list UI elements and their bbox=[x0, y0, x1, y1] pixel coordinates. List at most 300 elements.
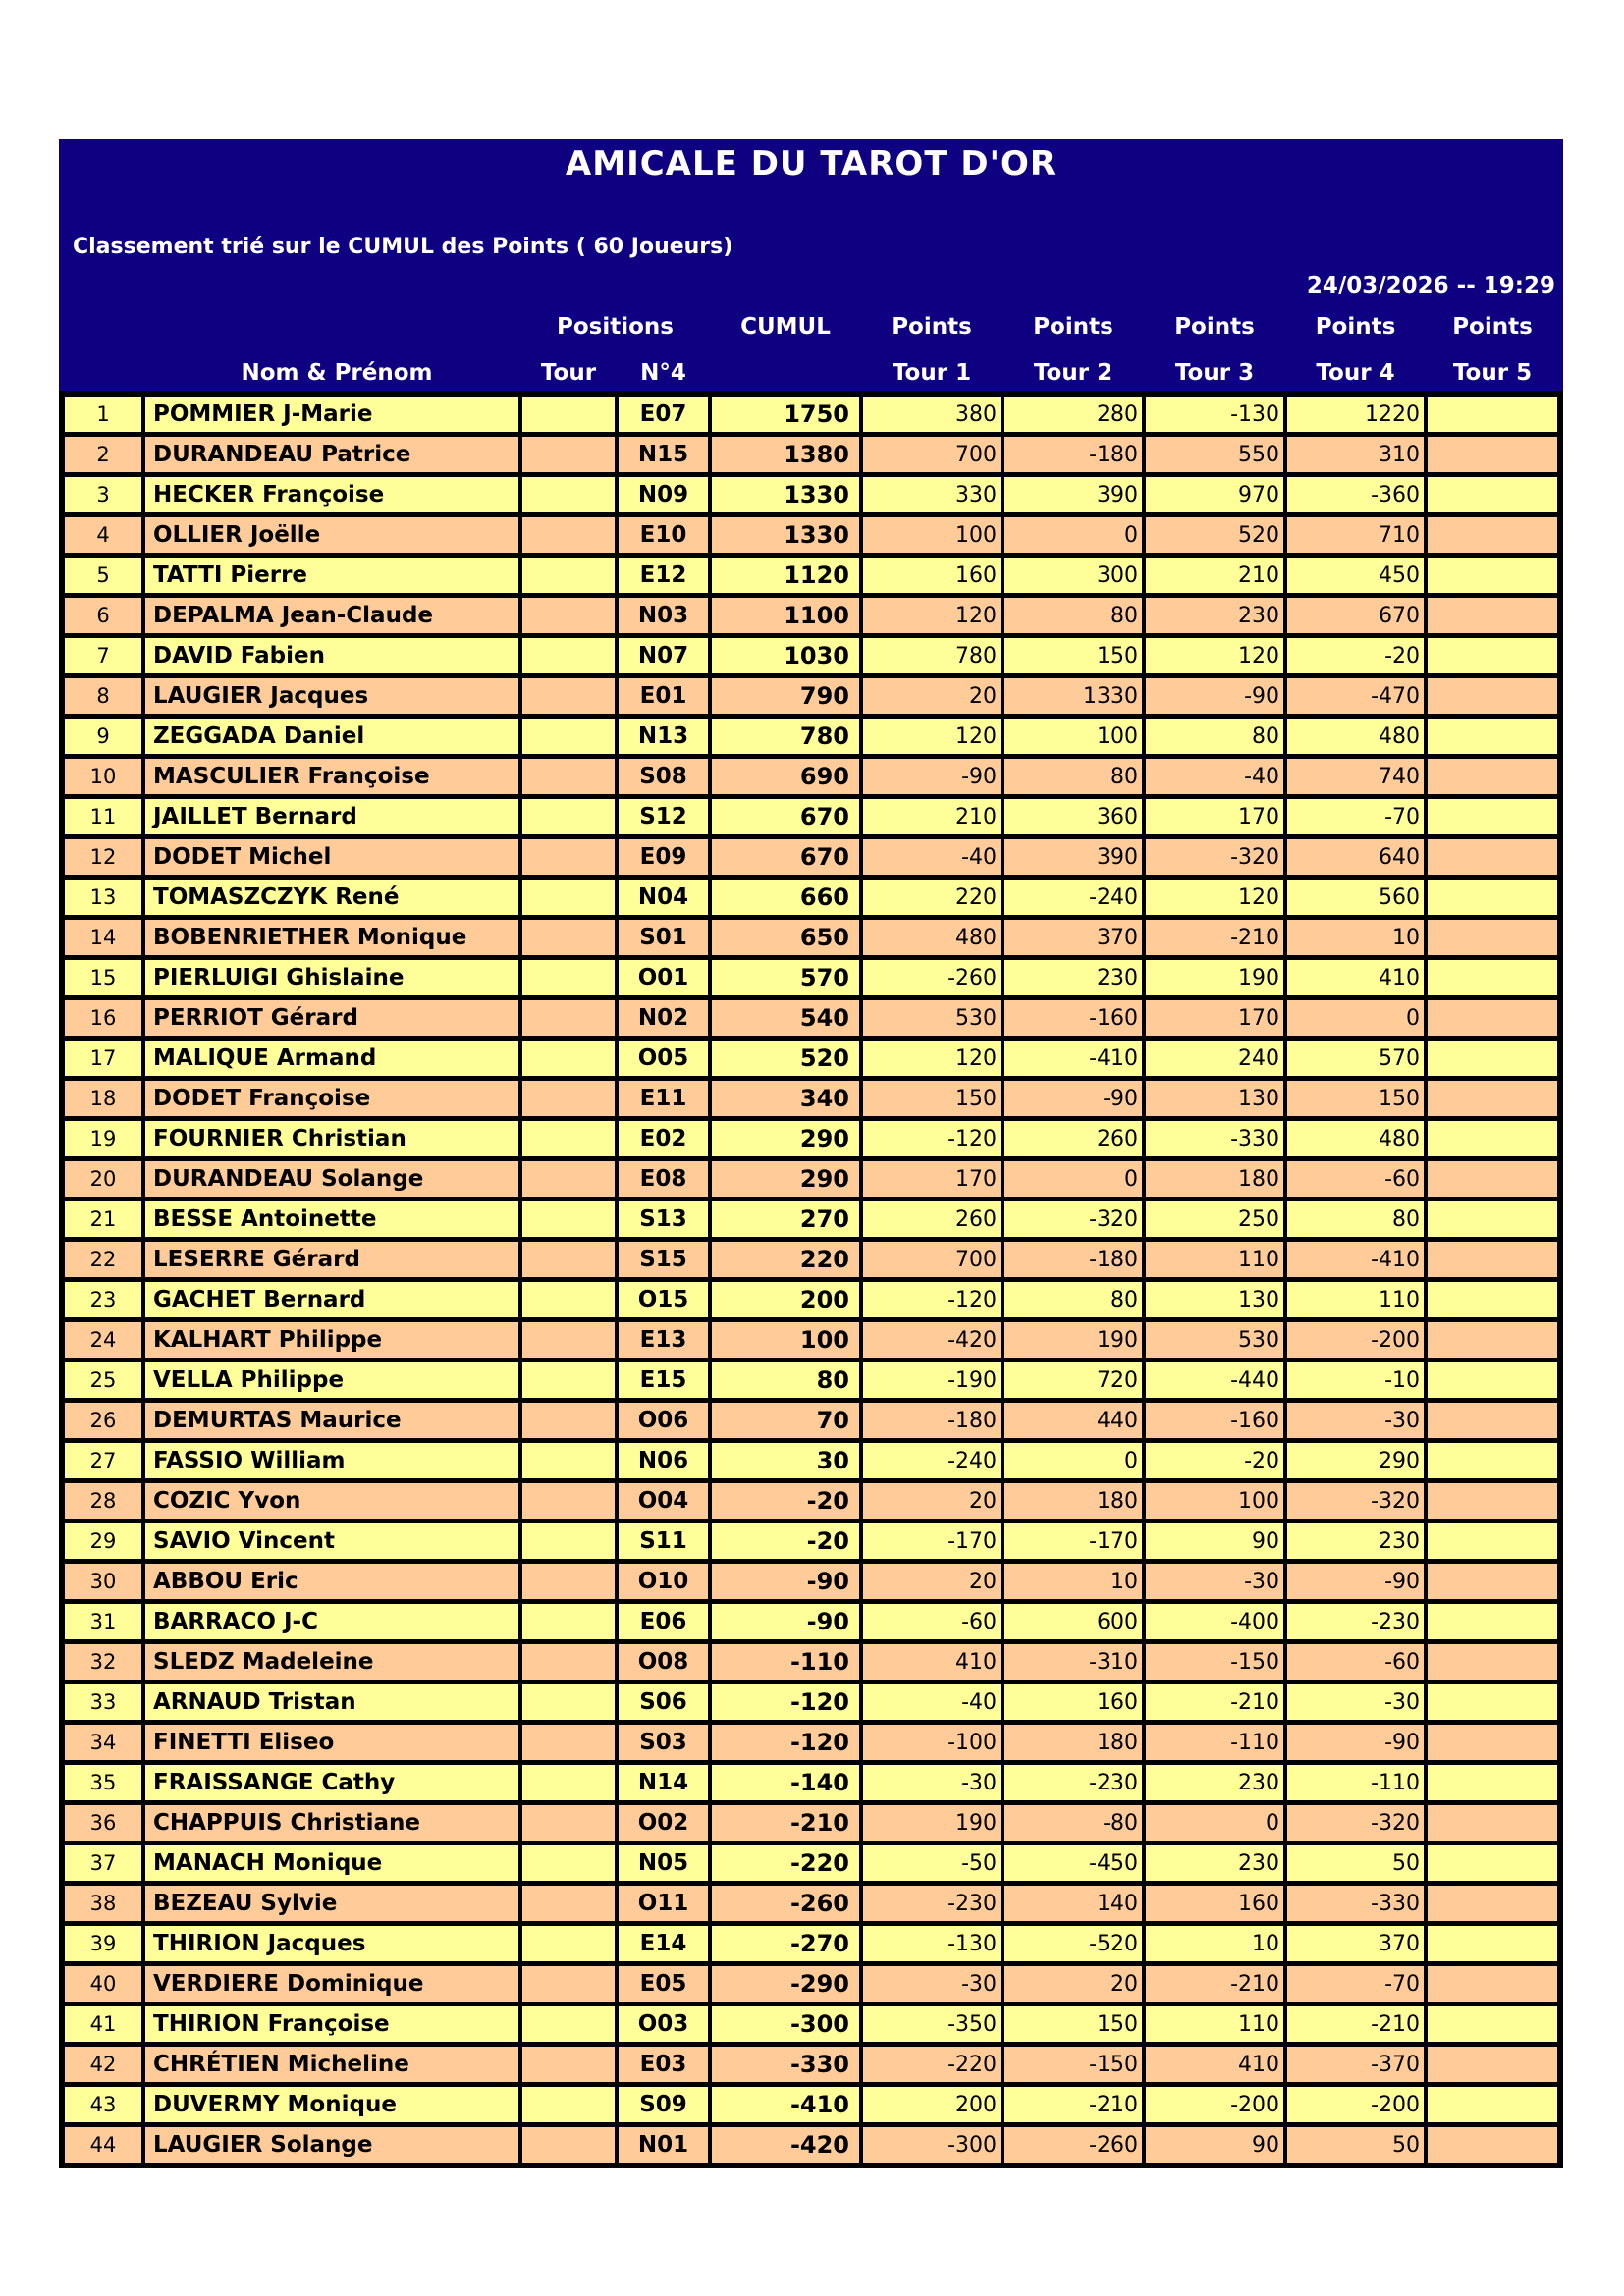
table-row bbox=[65, 1282, 1557, 1317]
cumul-cell: -110 bbox=[712, 1644, 859, 1680]
rank-cell: 17 bbox=[65, 1041, 141, 1076]
points-tour4-cell: -320 bbox=[1287, 1483, 1424, 1519]
position-cell: E12 bbox=[619, 558, 708, 593]
points-tour3-cell: 240 bbox=[1146, 1041, 1283, 1076]
points-tour4-cell: -30 bbox=[1287, 1684, 1424, 1720]
cumul-cell: 670 bbox=[712, 839, 859, 875]
tour-cell bbox=[522, 1443, 615, 1478]
rank-cell: 31 bbox=[65, 1604, 141, 1639]
points-tour1-cell: -40 bbox=[863, 1684, 1001, 1720]
points-tour3-cell: -30 bbox=[1146, 1564, 1283, 1599]
cumul-cell: -210 bbox=[712, 1805, 859, 1841]
position-cell: E09 bbox=[619, 839, 708, 875]
points-tour3-cell: 100 bbox=[1146, 1483, 1283, 1519]
tour-cell bbox=[522, 799, 615, 834]
name-cell: ABBOU Eric bbox=[145, 1564, 518, 1599]
name-cell: PERRIOT Gérard bbox=[145, 1000, 518, 1036]
table-row bbox=[65, 759, 1557, 794]
points-tour4-cell: -210 bbox=[1287, 2006, 1424, 2042]
cumul-cell: -300 bbox=[712, 2006, 859, 2042]
table-row bbox=[65, 477, 1557, 512]
points-tour2-cell: 440 bbox=[1004, 1403, 1142, 1438]
table-row bbox=[65, 1684, 1557, 1720]
points-tour4-cell: -110 bbox=[1287, 1765, 1424, 1800]
table-row bbox=[65, 558, 1557, 593]
points-tour2-cell: 20 bbox=[1004, 1966, 1142, 2002]
points-tour2-cell: 150 bbox=[1004, 2006, 1142, 2042]
cumul-cell: 1330 bbox=[712, 517, 859, 553]
points-tour4-cell: 410 bbox=[1287, 960, 1424, 995]
points-tour3-cell: -210 bbox=[1146, 920, 1283, 955]
points-tour2-cell: 100 bbox=[1004, 719, 1142, 754]
name-cell: CHRÉTIEN Micheline bbox=[145, 2047, 518, 2082]
name-cell: DEPALMA Jean-Claude bbox=[145, 598, 518, 633]
position-cell: S11 bbox=[619, 1523, 708, 1559]
cumul-cell: 340 bbox=[712, 1081, 859, 1116]
name-cell: KALHART Philippe bbox=[145, 1322, 518, 1358]
points-tour4-cell: 710 bbox=[1287, 517, 1424, 553]
position-cell: S15 bbox=[619, 1242, 708, 1277]
table-row bbox=[65, 1725, 1557, 1760]
points-tour3-cell: 160 bbox=[1146, 1886, 1283, 1921]
points-tour2-cell: -180 bbox=[1004, 437, 1142, 472]
points-tour3-cell: 110 bbox=[1146, 1242, 1283, 1277]
position-cell: S03 bbox=[619, 1725, 708, 1760]
name-cell: GACHET Bernard bbox=[145, 1282, 518, 1317]
points-tour3-cell: 110 bbox=[1146, 2006, 1283, 2042]
name-cell: BOBENRIETHER Monique bbox=[145, 920, 518, 955]
rank-cell: 18 bbox=[65, 1081, 141, 1116]
points-tour1-cell: 100 bbox=[863, 517, 1001, 553]
ranking-subtitle: Classement trié sur le CUMUL des Points ( 60 Joueurs) bbox=[73, 235, 733, 259]
name-cell: OLLIER Joëlle bbox=[145, 517, 518, 553]
points-tour4-cell: -330 bbox=[1287, 1886, 1424, 1921]
points-tour2-cell: 390 bbox=[1004, 839, 1142, 875]
tour-cell bbox=[522, 1041, 615, 1076]
points-tour4-cell: 480 bbox=[1287, 1121, 1424, 1156]
tour-cell bbox=[522, 1282, 615, 1317]
points-tour3-cell: 130 bbox=[1146, 1282, 1283, 1317]
points-tour1-cell: -230 bbox=[863, 1886, 1001, 1921]
points-tour2-cell: 180 bbox=[1004, 1725, 1142, 1760]
points-tour1-cell: -420 bbox=[863, 1322, 1001, 1358]
points-tour3-cell: 80 bbox=[1146, 719, 1283, 754]
name-cell: VERDIERE Dominique bbox=[145, 1966, 518, 2002]
points-tour3-cell: -210 bbox=[1146, 1684, 1283, 1720]
column-headers bbox=[59, 300, 1563, 391]
position-cell: E14 bbox=[619, 1926, 708, 1961]
points-tour2-cell: 370 bbox=[1004, 920, 1142, 955]
points-tour5-cell bbox=[1428, 799, 1557, 834]
name-cell: SAVIO Vincent bbox=[145, 1523, 518, 1559]
tour-cell bbox=[522, 1000, 615, 1036]
points-tour5-cell bbox=[1428, 1000, 1557, 1036]
table-row bbox=[65, 1644, 1557, 1680]
points-tour5-cell bbox=[1428, 1242, 1557, 1277]
table-row bbox=[65, 839, 1557, 875]
cumul-cell: 290 bbox=[712, 1121, 859, 1156]
points-tour4-cell: -90 bbox=[1287, 1725, 1424, 1760]
points-tour4-cell: -30 bbox=[1287, 1403, 1424, 1438]
points-tour3-cell: 0 bbox=[1146, 1805, 1283, 1841]
points-tour4-cell: 640 bbox=[1287, 839, 1424, 875]
points-tour2-cell: -520 bbox=[1004, 1926, 1142, 1961]
position-cell: O02 bbox=[619, 1805, 708, 1841]
tour-cell bbox=[522, 638, 615, 673]
points-tour5-cell bbox=[1428, 1041, 1557, 1076]
rank-cell: 5 bbox=[65, 558, 141, 593]
table-row bbox=[65, 1886, 1557, 1921]
tour-cell bbox=[522, 1604, 615, 1639]
points-tour2-cell: -180 bbox=[1004, 1242, 1142, 1277]
points-tour3-cell: 230 bbox=[1146, 1845, 1283, 1881]
tour-cell bbox=[522, 1483, 615, 1519]
table-row bbox=[65, 1564, 1557, 1599]
rank-cell: 6 bbox=[65, 598, 141, 633]
tour-cell bbox=[522, 719, 615, 754]
name-cell: THIRION Jacques bbox=[145, 1926, 518, 1961]
table-row bbox=[65, 1805, 1557, 1841]
points-tour5-cell bbox=[1428, 1886, 1557, 1921]
points-tour5-cell bbox=[1428, 2087, 1557, 2122]
points-tour2-cell: 600 bbox=[1004, 1604, 1142, 1639]
rank-cell: 29 bbox=[65, 1523, 141, 1559]
points-tour4-cell: 0 bbox=[1287, 1000, 1424, 1036]
rank-cell: 16 bbox=[65, 1000, 141, 1036]
points-tour2-cell: 720 bbox=[1004, 1362, 1142, 1398]
points-tour4-cell: 370 bbox=[1287, 1926, 1424, 1961]
points-tour5-cell bbox=[1428, 477, 1557, 512]
cumul-cell: -290 bbox=[712, 1966, 859, 2002]
points-tour1-cell: 200 bbox=[863, 2087, 1001, 2122]
points-tour1-cell: 20 bbox=[863, 1564, 1001, 1599]
tour-cell bbox=[522, 1564, 615, 1599]
table-row bbox=[65, 1121, 1557, 1156]
points-tour4-cell: 740 bbox=[1287, 759, 1424, 794]
position-cell: N06 bbox=[619, 1443, 708, 1478]
rank-cell: 40 bbox=[65, 1966, 141, 2002]
tour-cell bbox=[522, 759, 615, 794]
rank-cell: 26 bbox=[65, 1403, 141, 1438]
position-cell: E02 bbox=[619, 1121, 708, 1156]
points-tour5-cell bbox=[1428, 960, 1557, 995]
points-tour5-cell bbox=[1428, 1362, 1557, 1398]
rank-cell: 36 bbox=[65, 1805, 141, 1841]
points-tour5-cell bbox=[1428, 517, 1557, 553]
table-row bbox=[65, 1362, 1557, 1398]
position-cell: E01 bbox=[619, 678, 708, 714]
points-tour4-cell: -70 bbox=[1287, 1966, 1424, 2002]
position-cell: O01 bbox=[619, 960, 708, 995]
points-tour2-cell: -410 bbox=[1004, 1041, 1142, 1076]
cumul-cell: 220 bbox=[712, 1242, 859, 1277]
rank-cell: 19 bbox=[65, 1121, 141, 1156]
points-tour4-cell: 450 bbox=[1287, 558, 1424, 593]
tour-cell bbox=[522, 558, 615, 593]
table-row bbox=[65, 1242, 1557, 1277]
rank-cell: 14 bbox=[65, 920, 141, 955]
name-cell: MASCULIER Françoise bbox=[145, 759, 518, 794]
name-cell: CHAPPUIS Christiane bbox=[145, 1805, 518, 1841]
points-tour4-cell: 10 bbox=[1287, 920, 1424, 955]
position-cell: E11 bbox=[619, 1081, 708, 1116]
points-tour1-cell: -120 bbox=[863, 1282, 1001, 1317]
header-name: Nom & Prénom bbox=[241, 360, 433, 386]
points-tour4-cell: 290 bbox=[1287, 1443, 1424, 1478]
position-cell: O08 bbox=[619, 1644, 708, 1680]
points-tour1-cell: 170 bbox=[863, 1161, 1001, 1197]
cumul-cell: 1750 bbox=[712, 397, 859, 432]
header-points-1: Points bbox=[892, 314, 972, 340]
points-tour5-cell bbox=[1428, 1483, 1557, 1519]
position-cell: E15 bbox=[619, 1362, 708, 1398]
points-tour5-cell bbox=[1428, 1845, 1557, 1881]
position-cell: N02 bbox=[619, 1000, 708, 1036]
points-tour2-cell: 300 bbox=[1004, 558, 1142, 593]
tour-cell bbox=[522, 678, 615, 714]
tour-cell bbox=[522, 1201, 615, 1237]
cumul-cell: 540 bbox=[712, 1000, 859, 1036]
tour-cell bbox=[522, 397, 615, 432]
tour-cell bbox=[522, 1684, 615, 1720]
cumul-cell: -90 bbox=[712, 1604, 859, 1639]
points-tour1-cell: -120 bbox=[863, 1121, 1001, 1156]
points-tour2-cell: -90 bbox=[1004, 1081, 1142, 1116]
points-tour2-cell: 0 bbox=[1004, 517, 1142, 553]
table-row bbox=[65, 678, 1557, 714]
tour-cell bbox=[522, 1765, 615, 1800]
points-tour3-cell: -110 bbox=[1146, 1725, 1283, 1760]
tour-cell bbox=[522, 2006, 615, 2042]
position-cell: E06 bbox=[619, 1604, 708, 1639]
cumul-cell: -220 bbox=[712, 1845, 859, 1881]
cumul-cell: 1380 bbox=[712, 437, 859, 472]
name-cell: LAUGIER Jacques bbox=[145, 678, 518, 714]
points-tour2-cell: 0 bbox=[1004, 1443, 1142, 1478]
points-tour1-cell: 120 bbox=[863, 598, 1001, 633]
rank-cell: 12 bbox=[65, 839, 141, 875]
points-tour1-cell: -220 bbox=[863, 2047, 1001, 2082]
position-cell: E07 bbox=[619, 397, 708, 432]
cumul-cell: -410 bbox=[712, 2087, 859, 2122]
points-tour4-cell: -60 bbox=[1287, 1161, 1424, 1197]
position-cell: E08 bbox=[619, 1161, 708, 1197]
name-cell: DURANDEAU Patrice bbox=[145, 437, 518, 472]
points-tour5-cell bbox=[1428, 719, 1557, 754]
report-datetime: 24/03/2026 -- 19:29 bbox=[1306, 273, 1555, 298]
tour-cell bbox=[522, 1805, 615, 1841]
table-row bbox=[65, 1966, 1557, 2002]
points-tour4-cell: -20 bbox=[1287, 638, 1424, 673]
points-tour5-cell bbox=[1428, 1604, 1557, 1639]
points-tour5-cell bbox=[1428, 2127, 1557, 2163]
points-tour2-cell: 150 bbox=[1004, 638, 1142, 673]
points-tour3-cell: -400 bbox=[1146, 1604, 1283, 1639]
rank-cell: 23 bbox=[65, 1282, 141, 1317]
position-cell: O10 bbox=[619, 1564, 708, 1599]
table-row bbox=[65, 2006, 1557, 2042]
table-row bbox=[65, 397, 1557, 432]
table-row bbox=[65, 1523, 1557, 1559]
header-positions: Positions bbox=[557, 314, 674, 340]
tour-cell bbox=[522, 437, 615, 472]
points-tour4-cell: -200 bbox=[1287, 1322, 1424, 1358]
cumul-cell: 790 bbox=[712, 678, 859, 714]
points-tour2-cell: 80 bbox=[1004, 1282, 1142, 1317]
points-tour2-cell: 140 bbox=[1004, 1886, 1142, 1921]
points-tour3-cell: 410 bbox=[1146, 2047, 1283, 2082]
points-tour5-cell bbox=[1428, 1523, 1557, 1559]
points-tour1-cell: 20 bbox=[863, 1483, 1001, 1519]
rank-cell: 4 bbox=[65, 517, 141, 553]
points-tour2-cell: 280 bbox=[1004, 397, 1142, 432]
cumul-cell: 30 bbox=[712, 1443, 859, 1478]
position-cell: E13 bbox=[619, 1322, 708, 1358]
points-tour2-cell: 180 bbox=[1004, 1483, 1142, 1519]
points-tour3-cell: -150 bbox=[1146, 1644, 1283, 1680]
points-tour5-cell bbox=[1428, 839, 1557, 875]
table-row bbox=[65, 2087, 1557, 2122]
tour-cell bbox=[522, 2047, 615, 2082]
table-row bbox=[65, 880, 1557, 915]
points-tour3-cell: -200 bbox=[1146, 2087, 1283, 2122]
points-tour2-cell: 80 bbox=[1004, 598, 1142, 633]
name-cell: FRAISSANGE Cathy bbox=[145, 1765, 518, 1800]
rank-cell: 8 bbox=[65, 678, 141, 714]
rank-cell: 28 bbox=[65, 1483, 141, 1519]
tour-cell bbox=[522, 1121, 615, 1156]
position-cell: S13 bbox=[619, 1201, 708, 1237]
cumul-cell: -420 bbox=[712, 2127, 859, 2163]
points-tour1-cell: -100 bbox=[863, 1725, 1001, 1760]
points-tour5-cell bbox=[1428, 2047, 1557, 2082]
points-tour4-cell: 50 bbox=[1287, 1845, 1424, 1881]
tour-cell bbox=[522, 1161, 615, 1197]
points-tour4-cell: 80 bbox=[1287, 1201, 1424, 1237]
rank-cell: 43 bbox=[65, 2087, 141, 2122]
points-tour2-cell: 1330 bbox=[1004, 678, 1142, 714]
tour-cell bbox=[522, 2087, 615, 2122]
points-tour3-cell: 130 bbox=[1146, 1081, 1283, 1116]
tour-cell bbox=[522, 598, 615, 633]
points-tour1-cell: -30 bbox=[863, 1765, 1001, 1800]
points-tour4-cell: -90 bbox=[1287, 1564, 1424, 1599]
points-tour2-cell: 390 bbox=[1004, 477, 1142, 512]
points-tour2-cell: 260 bbox=[1004, 1121, 1142, 1156]
points-tour1-cell: 220 bbox=[863, 880, 1001, 915]
points-tour3-cell: 90 bbox=[1146, 2127, 1283, 2163]
points-tour1-cell: 160 bbox=[863, 558, 1001, 593]
tour-cell bbox=[522, 477, 615, 512]
points-tour5-cell bbox=[1428, 397, 1557, 432]
position-cell: N15 bbox=[619, 437, 708, 472]
name-cell: HECKER Françoise bbox=[145, 477, 518, 512]
points-tour1-cell: -190 bbox=[863, 1362, 1001, 1398]
tour-cell bbox=[522, 920, 615, 955]
name-cell: DODET Françoise bbox=[145, 1081, 518, 1116]
rank-cell: 42 bbox=[65, 2047, 141, 2082]
table-row bbox=[65, 638, 1557, 673]
points-tour2-cell: -310 bbox=[1004, 1644, 1142, 1680]
cumul-cell: 80 bbox=[712, 1362, 859, 1398]
points-tour1-cell: -170 bbox=[863, 1523, 1001, 1559]
cumul-cell: 660 bbox=[712, 880, 859, 915]
points-tour5-cell bbox=[1428, 920, 1557, 955]
table-row bbox=[65, 517, 1557, 553]
header-tour-4: Tour 4 bbox=[1316, 360, 1395, 386]
points-tour3-cell: 210 bbox=[1146, 558, 1283, 593]
header-tour-2: Tour 2 bbox=[1033, 360, 1113, 386]
cumul-cell: -270 bbox=[712, 1926, 859, 1961]
points-tour3-cell: 520 bbox=[1146, 517, 1283, 553]
position-cell: N01 bbox=[619, 2127, 708, 2163]
points-tour4-cell: 1220 bbox=[1287, 397, 1424, 432]
name-cell: DURANDEAU Solange bbox=[145, 1161, 518, 1197]
table-row bbox=[65, 920, 1557, 955]
header-points-4: Points bbox=[1315, 314, 1396, 340]
rank-cell: 10 bbox=[65, 759, 141, 794]
tour-cell bbox=[522, 960, 615, 995]
points-tour1-cell: -30 bbox=[863, 1966, 1001, 2002]
table-row bbox=[65, 2127, 1557, 2163]
header-points-3: Points bbox=[1174, 314, 1255, 340]
points-tour2-cell: -170 bbox=[1004, 1523, 1142, 1559]
points-tour3-cell: 250 bbox=[1146, 1201, 1283, 1237]
points-tour5-cell bbox=[1428, 2006, 1557, 2042]
cumul-cell: 270 bbox=[712, 1201, 859, 1237]
points-tour4-cell: -320 bbox=[1287, 1805, 1424, 1841]
rank-cell: 44 bbox=[65, 2127, 141, 2163]
rank-cell: 25 bbox=[65, 1362, 141, 1398]
points-tour5-cell bbox=[1428, 1684, 1557, 1720]
points-tour4-cell: 310 bbox=[1287, 437, 1424, 472]
points-tour1-cell: -260 bbox=[863, 960, 1001, 995]
rank-cell: 2 bbox=[65, 437, 141, 472]
cumul-cell: -120 bbox=[712, 1725, 859, 1760]
points-tour2-cell: 360 bbox=[1004, 799, 1142, 834]
points-tour1-cell: -50 bbox=[863, 1845, 1001, 1881]
points-tour5-cell bbox=[1428, 1725, 1557, 1760]
points-tour2-cell: 10 bbox=[1004, 1564, 1142, 1599]
page-title: AMICALE DU TAROT D'OR bbox=[565, 144, 1057, 184]
table-row bbox=[65, 2047, 1557, 2082]
points-tour1-cell: 480 bbox=[863, 920, 1001, 955]
points-tour1-cell: -350 bbox=[863, 2006, 1001, 2042]
points-tour1-cell: 210 bbox=[863, 799, 1001, 834]
points-tour3-cell: -90 bbox=[1146, 678, 1283, 714]
cumul-cell: 1030 bbox=[712, 638, 859, 673]
points-tour2-cell: -150 bbox=[1004, 2047, 1142, 2082]
points-tour5-cell bbox=[1428, 1282, 1557, 1317]
position-cell: O11 bbox=[619, 1886, 708, 1921]
rank-cell: 3 bbox=[65, 477, 141, 512]
name-cell: VELLA Philippe bbox=[145, 1362, 518, 1398]
cumul-cell: 1100 bbox=[712, 598, 859, 633]
points-tour4-cell: -70 bbox=[1287, 799, 1424, 834]
position-cell: N07 bbox=[619, 638, 708, 673]
name-cell: FASSIO William bbox=[145, 1443, 518, 1478]
position-cell: O06 bbox=[619, 1403, 708, 1438]
position-cell: E03 bbox=[619, 2047, 708, 2082]
points-tour1-cell: 330 bbox=[863, 477, 1001, 512]
rank-cell: 24 bbox=[65, 1322, 141, 1358]
points-tour1-cell: 700 bbox=[863, 437, 1001, 472]
points-tour1-cell: 120 bbox=[863, 719, 1001, 754]
rank-cell: 35 bbox=[65, 1765, 141, 1800]
name-cell: SLEDZ Madeleine bbox=[145, 1644, 518, 1680]
points-tour2-cell: -240 bbox=[1004, 880, 1142, 915]
points-tour5-cell bbox=[1428, 1966, 1557, 2002]
